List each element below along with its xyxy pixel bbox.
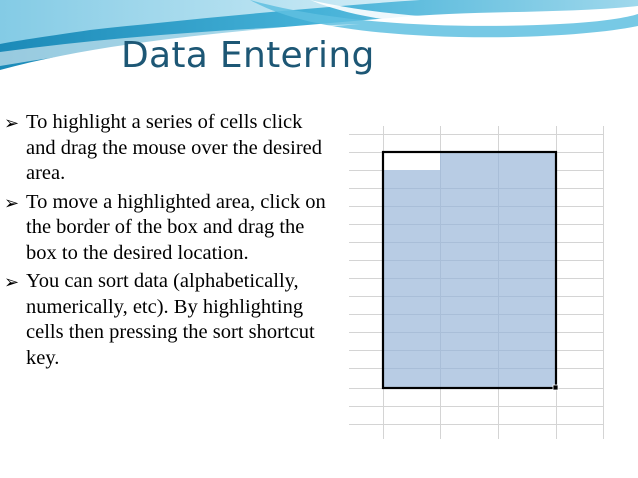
bullet-item [4, 190, 334, 267]
bullet-list [4, 110, 334, 374]
spreadsheet-selection-image [349, 126, 604, 439]
selection-fill [383, 152, 556, 388]
bullet-item [4, 269, 334, 371]
arrow-right-icon: ➢ [4, 272, 20, 293]
fill-handle [553, 385, 558, 390]
bullet-item [4, 110, 334, 187]
arrow-right-icon: ➢ [4, 113, 20, 134]
bullet-text: To move a highlighted area, click on the border of the box and drag the box to the desired location. [26, 190, 326, 264]
arrow-right-icon: ➢ [4, 192, 20, 214]
active-cell [384, 153, 440, 170]
bullet-text: To highlight a series of cells click and drag the mouse over the desired area. [26, 111, 323, 184]
slide-title: Data Entering [121, 35, 375, 76]
bullet-text: You can sort data (alphabetically, numerically, etc). By highlighting cells then pressing the sort shortcut key. [26, 270, 315, 369]
